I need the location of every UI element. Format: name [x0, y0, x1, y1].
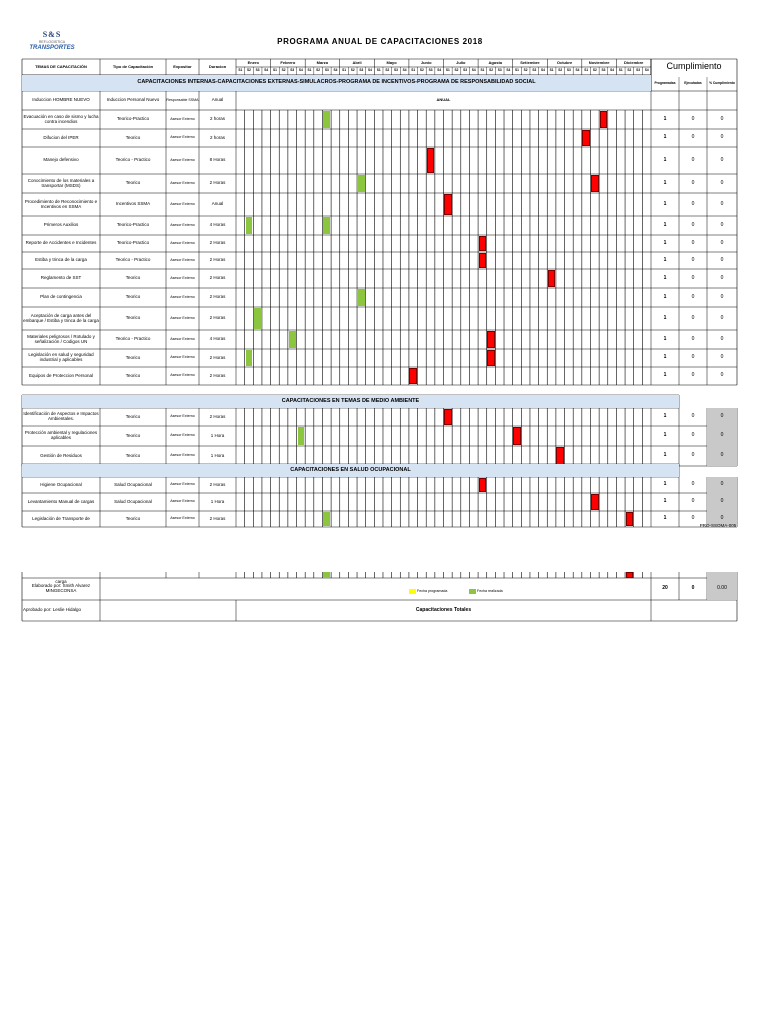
training-duration: 2 Horas — [209, 413, 226, 419]
executed-week-marker — [323, 512, 330, 526]
month-febrero: Febrero — [280, 59, 296, 65]
compliance-percent: 0 — [707, 446, 737, 466]
training-speaker: Asesor Externo — [170, 433, 195, 438]
week-label: S2 — [489, 68, 493, 73]
training-duration: 2 Horas — [209, 180, 226, 186]
week-label: S4 — [402, 68, 407, 73]
week-label: S1 — [445, 68, 450, 73]
header-executed: Ejecutadas — [684, 81, 702, 86]
compliance-percent: 0 — [720, 134, 724, 141]
training-speaker: Asesor Externo — [170, 499, 195, 504]
week-label: S3 — [255, 68, 260, 73]
week-label: S1 — [376, 68, 381, 73]
programmed-count: 1 — [663, 134, 667, 141]
training-duration: 4 Horas — [209, 336, 226, 342]
training-duration: 2 Horas — [209, 315, 226, 321]
section-title: CAPACITACIONES EN TEMAS DE MEDIO AMBIENTE — [22, 395, 679, 408]
scheduled-week-marker — [487, 331, 495, 348]
executed-count: 0 — [691, 413, 695, 420]
compliance-percent: 0 — [720, 354, 724, 361]
training-type: Induccion Personal Nuevo — [106, 97, 160, 103]
executed-week-marker — [323, 111, 330, 128]
compliance-percent: 0 — [707, 493, 737, 511]
scheduled-week-marker — [444, 194, 452, 215]
scheduled-week-marker — [591, 175, 599, 192]
training-topic: Aceptación de carga antes del embarque / Estiba y trinca de la carga — [23, 312, 99, 323]
month-junio: Junio — [420, 59, 432, 65]
programmed-count: 1 — [663, 515, 667, 522]
week-label: S4 — [333, 68, 338, 73]
training-type: Teorico — [125, 315, 141, 321]
executed-count: 0 — [691, 314, 695, 321]
training-topic: Reglamento de SST — [40, 275, 82, 281]
week-label: S2 — [558, 68, 563, 73]
executed-week-marker — [246, 350, 253, 366]
executed-count: 0 — [691, 432, 695, 439]
executed-count: 0 — [691, 115, 695, 122]
week-label: S1 — [549, 68, 554, 73]
week-label: S2 — [247, 68, 251, 73]
legend-programmed-label: Fecha programada — [417, 589, 448, 593]
week-label: S3 — [324, 68, 329, 73]
programmed-count: 1 — [663, 314, 667, 321]
executed-week-marker — [358, 175, 365, 192]
scheduled-week-marker — [626, 512, 634, 526]
executed-count: 0 — [691, 134, 695, 141]
training-duration: 1 Hora — [210, 432, 225, 438]
training-speaker: Asesor Externo — [170, 257, 195, 262]
training-speaker: Asesor Externo — [170, 516, 195, 521]
executed-week-marker — [358, 289, 365, 306]
month-abril: Abril — [352, 59, 362, 65]
executed-week-marker — [298, 427, 305, 445]
prepared-by: Elaborado por: Smith Alvarez MINGECONSA — [31, 583, 91, 593]
training-topic: Induccion HOMBRE NUEVO — [32, 97, 90, 103]
programmed-count: 1 — [663, 293, 667, 300]
header-duration: Duracion — [208, 63, 227, 69]
programmed-count: 1 — [663, 372, 667, 379]
week-label: S2 — [385, 68, 390, 73]
week-label: S3 — [463, 68, 468, 73]
week-label: S3 — [566, 68, 571, 73]
programmed-count: 1 — [663, 256, 667, 263]
week-label: S3 — [497, 68, 502, 73]
training-duration: 1 Hora — [210, 498, 225, 504]
training-speaker: Asesor Externo — [170, 355, 195, 360]
training-type: Incentivos SSMA — [115, 201, 151, 207]
section-title: CAPACITACIONES INTERNAS-CAPACITACIONES EXTERNAS-SIMULACROS-PROGRAMA DE INCENTIVOS-PROGRAMA DE RESPONSABILIDAD SOCIAL — [22, 75, 651, 91]
month-julio: Julio — [456, 59, 466, 65]
executed-count — [679, 91, 707, 110]
month-octubre: Octubre — [556, 59, 573, 65]
programmed-count: 1 — [663, 239, 667, 246]
training-type: Teorico — [125, 515, 141, 521]
training-type: Teorico-Practico — [116, 240, 150, 246]
training-type: Salud Ocupacional — [114, 498, 152, 504]
week-label: S2 — [523, 68, 528, 73]
executed-count: 0 — [691, 274, 695, 281]
executed-count: 0 — [691, 498, 695, 505]
header-speaker: Expositor — [173, 63, 192, 69]
scheduled-week-marker — [444, 409, 452, 425]
training-speaker: Asesor Externo — [170, 482, 195, 487]
programmed-count: 1 — [663, 452, 667, 459]
executed-count: 0 — [691, 156, 695, 163]
programmed-count: 1 — [663, 335, 667, 342]
programmed-count: 1 — [663, 413, 667, 420]
training-type: Teorico — [125, 413, 141, 419]
training-topic: Procedimiento de Reconocimiento e Incentivos en SSMA — [24, 198, 98, 209]
training-topic: Manejo defensivo — [43, 157, 79, 163]
month-noviembre: Noviembre — [588, 59, 610, 65]
training-type: Teorico — [125, 180, 141, 186]
training-speaker: Asesor Externo — [170, 116, 195, 121]
compliance-percent: 0 — [707, 426, 737, 446]
programmed-count: 1 — [663, 498, 667, 505]
programmed-count — [651, 91, 679, 110]
training-duration: 2 Horas — [209, 240, 226, 246]
total-percent: 0.00 — [707, 578, 737, 600]
training-topic: Plan de contingencia — [40, 294, 82, 300]
compliance-percent: 0 — [720, 274, 724, 281]
compliance-percent: 0 — [707, 477, 737, 493]
training-type: Teorico — [125, 275, 141, 281]
training-type: Teorico — [125, 372, 141, 378]
month-agosto: Agosto — [488, 59, 503, 65]
training-speaker: Asesor Externo — [170, 201, 195, 206]
compliance-percent: 0 — [720, 293, 724, 300]
training-duration: 8 Horas — [209, 157, 226, 163]
week-label: S1 — [272, 68, 277, 73]
executed-count: 0 — [691, 179, 695, 186]
header-topic: TEMAS DE CAPACITACIÓN — [35, 63, 87, 69]
week-label: S3 — [532, 68, 537, 73]
executed-count: 0 — [691, 372, 695, 379]
training-speaker: Asesor Externo — [170, 294, 195, 299]
training-duration: Anual — [211, 201, 224, 207]
compliance-percent: 0 — [707, 511, 737, 527]
week-label: S4 — [506, 68, 511, 73]
training-topic: Evacuación en caso de sismo y lucha contra incendios — [23, 113, 99, 124]
week-label: S1 — [515, 68, 519, 73]
scheduled-week-marker — [479, 253, 487, 268]
document-code: PRO-SSOMA-005 — [699, 522, 737, 528]
week-label: S4 — [368, 68, 372, 73]
training-topic: Estiba y trinca de la carga — [35, 257, 87, 263]
executed-week-marker — [254, 308, 261, 329]
scheduled-week-marker — [427, 148, 435, 173]
training-duration: 2 Horas — [209, 481, 226, 487]
training-speaker: Asesor Externo — [170, 373, 195, 378]
training-speaker: Asesor Externo — [170, 180, 195, 185]
week-label: S4 — [471, 68, 476, 73]
programmed-count: 1 — [663, 179, 667, 186]
week-label: S2 — [419, 68, 424, 73]
week-label: S3 — [428, 68, 433, 73]
week-label: S1 — [411, 68, 416, 73]
scheduled-week-marker — [479, 478, 487, 492]
training-type: Teorico-Practico — [116, 222, 150, 228]
week-label: S2 — [592, 68, 597, 73]
training-duration: 2 Horas — [209, 257, 226, 263]
training-type: Teorico — [125, 452, 141, 458]
totals-label: Capacitaciones Totales — [415, 606, 472, 613]
approved-by: Aprobado por: Leslie Hidalgo — [23, 607, 82, 613]
programmed-count: 1 — [663, 156, 667, 163]
continuation-text: carga — [55, 578, 67, 584]
training-duration: 1 Hora — [210, 452, 225, 458]
week-label: S2 — [627, 68, 632, 73]
header-type: Tipo de Capacitación — [112, 63, 154, 69]
training-topic: Legislación en salud y seguridad industrial y aplicables — [28, 352, 94, 362]
compliance-percent: 0 — [720, 372, 724, 379]
executed-count: 0 — [691, 293, 695, 300]
week-label: S2 — [281, 68, 286, 73]
training-type: Salud Ocupacional — [114, 481, 152, 487]
week-label: S2 — [350, 68, 355, 73]
scheduled-week-marker — [548, 270, 556, 287]
programmed-count: 1 — [663, 115, 667, 122]
training-topic: Conocimiento de los materiales a transportar (MSDS) — [27, 177, 95, 188]
training-duration: 2 Horas — [209, 294, 226, 300]
week-label: S3 — [359, 68, 364, 73]
logo-sub: REF.LOGISTICA — [38, 40, 66, 44]
scheduled-week-marker — [479, 236, 487, 251]
training-topic: Identificación de Aspectos e Impactos Ambientales. — [23, 411, 99, 421]
week-label: S4 — [575, 68, 580, 73]
compliance-percent: 0 — [720, 256, 724, 263]
company-logo — [22, 30, 82, 56]
executed-week-marker — [246, 217, 253, 234]
compliance-percent: 0 — [720, 200, 724, 207]
training-type: Teorico-Practico — [116, 116, 150, 122]
training-type: Teorico — [125, 134, 141, 140]
programmed-count: 1 — [663, 354, 667, 361]
week-label: S2 — [454, 68, 459, 73]
week-label: S3 — [601, 68, 606, 73]
programmed-count: 1 — [663, 200, 667, 207]
programmed-count: 1 — [663, 221, 667, 228]
training-duration: 2 Horas — [209, 515, 226, 521]
legend-done-swatch — [469, 589, 476, 594]
week-label: S4 — [540, 68, 545, 73]
training-topic: Difucion del IPER — [43, 134, 79, 140]
week-label: S1 — [238, 68, 243, 73]
training-speaker: Asesor Externo — [170, 336, 195, 341]
training-duration: Anual — [211, 97, 224, 103]
training-type: Teorico - Practico — [115, 257, 151, 263]
training-type: Teorico — [125, 294, 141, 300]
training-speaker: Asesor Externo — [170, 135, 195, 140]
header-percent: % Cumplimiento — [709, 81, 735, 86]
month-diciembre: Diciembre — [624, 59, 644, 65]
compliance-percent: 0 — [720, 239, 724, 246]
training-speaker: Asesor Externo — [170, 275, 195, 280]
training-speaker: Responsable SSMA — [166, 97, 199, 102]
document-title: PROGRAMA ANUAL DE CAPACITACIONES 2018 — [277, 37, 483, 46]
training-speaker: Asesor Externo — [170, 157, 195, 162]
training-type: Teorico — [125, 354, 141, 360]
week-label: S1 — [480, 68, 485, 73]
compliance-percent: 0 — [720, 314, 724, 321]
total-executed: 0 — [691, 585, 695, 592]
compliance-percent: 0 — [720, 335, 724, 342]
scheduled-week-marker — [487, 350, 495, 366]
executed-week-marker — [289, 331, 296, 348]
week-label: S3 — [290, 68, 295, 73]
training-topic: Primeros Auxilios — [43, 222, 79, 228]
training-type: Teorico - Practico — [115, 336, 151, 342]
scheduled-week-marker — [626, 572, 633, 578]
training-topic: Levantamiento Manual de cargas — [27, 498, 95, 504]
executed-count: 0 — [691, 515, 695, 522]
compliance-percent — [707, 91, 737, 110]
week-label: S1 — [342, 68, 347, 73]
week-label: S4 — [644, 68, 649, 73]
executed-count: 0 — [691, 239, 695, 246]
executed-count: 0 — [691, 452, 695, 459]
scheduled-week-marker — [409, 368, 417, 384]
training-duration: 4 Horas — [209, 222, 226, 228]
month-mayo: Mayo — [386, 59, 397, 65]
compliance-percent: 0 — [720, 115, 724, 122]
training-speaker: Asesor Externo — [170, 414, 195, 419]
executed-count: 0 — [691, 200, 695, 207]
total-programmed: 20 — [662, 585, 668, 592]
month-marzo: Marzo — [316, 59, 329, 65]
training-duration: 2 Horas — [209, 275, 226, 281]
legend-programmed-swatch — [409, 589, 416, 594]
legend-done-label: Fecha realizada — [477, 589, 503, 593]
section-title: CAPACITACIONES EN SALUD OCUPACIONAL — [22, 464, 679, 477]
executed-count: 0 — [691, 256, 695, 263]
programmed-count: 1 — [663, 274, 667, 281]
week-label: S1 — [307, 68, 312, 73]
scheduled-week-marker — [513, 427, 521, 445]
executed-count: 0 — [691, 354, 695, 361]
week-label: S3 — [636, 68, 640, 73]
scheduled-week-marker — [556, 447, 564, 465]
executed-week-marker — [323, 572, 330, 578]
training-topic: Protección ambiental y regulaciones aplicables — [24, 430, 98, 440]
month-setiembre: Setiembre — [520, 59, 540, 65]
training-duration: 2 Horas — [209, 372, 226, 378]
training-topic: Equipos de Proteccion Personal — [28, 372, 94, 378]
week-label: S4 — [610, 68, 615, 73]
annual-span: ANUAL — [436, 97, 451, 103]
training-topic: Gestión de Residuos — [40, 452, 82, 458]
week-label: S1 — [584, 68, 589, 73]
training-speaker: Asesor Externo — [170, 315, 195, 320]
compliance-percent: 0 — [720, 221, 724, 228]
executed-count: 0 — [691, 481, 695, 488]
compliance-percent: 0 — [707, 408, 737, 426]
training-duration: 2 horas — [209, 116, 225, 122]
week-label: S1 — [618, 68, 623, 73]
scheduled-week-marker — [591, 494, 599, 510]
training-speaker: Asesor Externo — [170, 453, 195, 458]
month-enero: Enero — [247, 59, 259, 65]
training-topic: Materiales peligrosos / Rotulado y señalización / Codigos UN — [27, 333, 95, 344]
scheduled-week-marker — [582, 130, 590, 146]
compliance-title: Cumplimiento — [666, 61, 722, 72]
compliance-percent: 0 — [720, 179, 724, 186]
compliance-percent: 0 — [720, 156, 724, 163]
week-label: S3 — [393, 68, 398, 73]
week-label: S4 — [437, 68, 442, 73]
training-duration: 2 Horas — [209, 354, 226, 360]
logo-name: TRANSPORTES — [29, 45, 75, 51]
header-programmed: Programadas — [654, 81, 676, 86]
training-topic: Reporte de Accidentes e Incidentes — [25, 240, 97, 246]
executed-count: 0 — [691, 335, 695, 342]
training-topic: Higiene Ocupacional — [40, 481, 82, 487]
training-topic: Legislación de Transporte de — [32, 515, 90, 521]
training-speaker: Asesor Externo — [170, 222, 195, 227]
training-duration: 2 horas — [209, 134, 225, 140]
training-speaker: Asesor Externo — [170, 240, 195, 245]
week-label: S4 — [264, 68, 269, 73]
scheduled-week-marker — [600, 111, 608, 128]
programmed-count: 1 — [663, 432, 667, 439]
week-label: S2 — [316, 68, 321, 73]
training-type: Teorico - Practico — [115, 157, 151, 163]
week-label: S4 — [298, 68, 303, 73]
executed-week-marker — [323, 217, 330, 234]
executed-count: 0 — [691, 221, 695, 228]
logo-mark: S&S — [42, 30, 62, 39]
programmed-count: 1 — [663, 481, 667, 488]
training-type: Teorico — [125, 432, 141, 438]
